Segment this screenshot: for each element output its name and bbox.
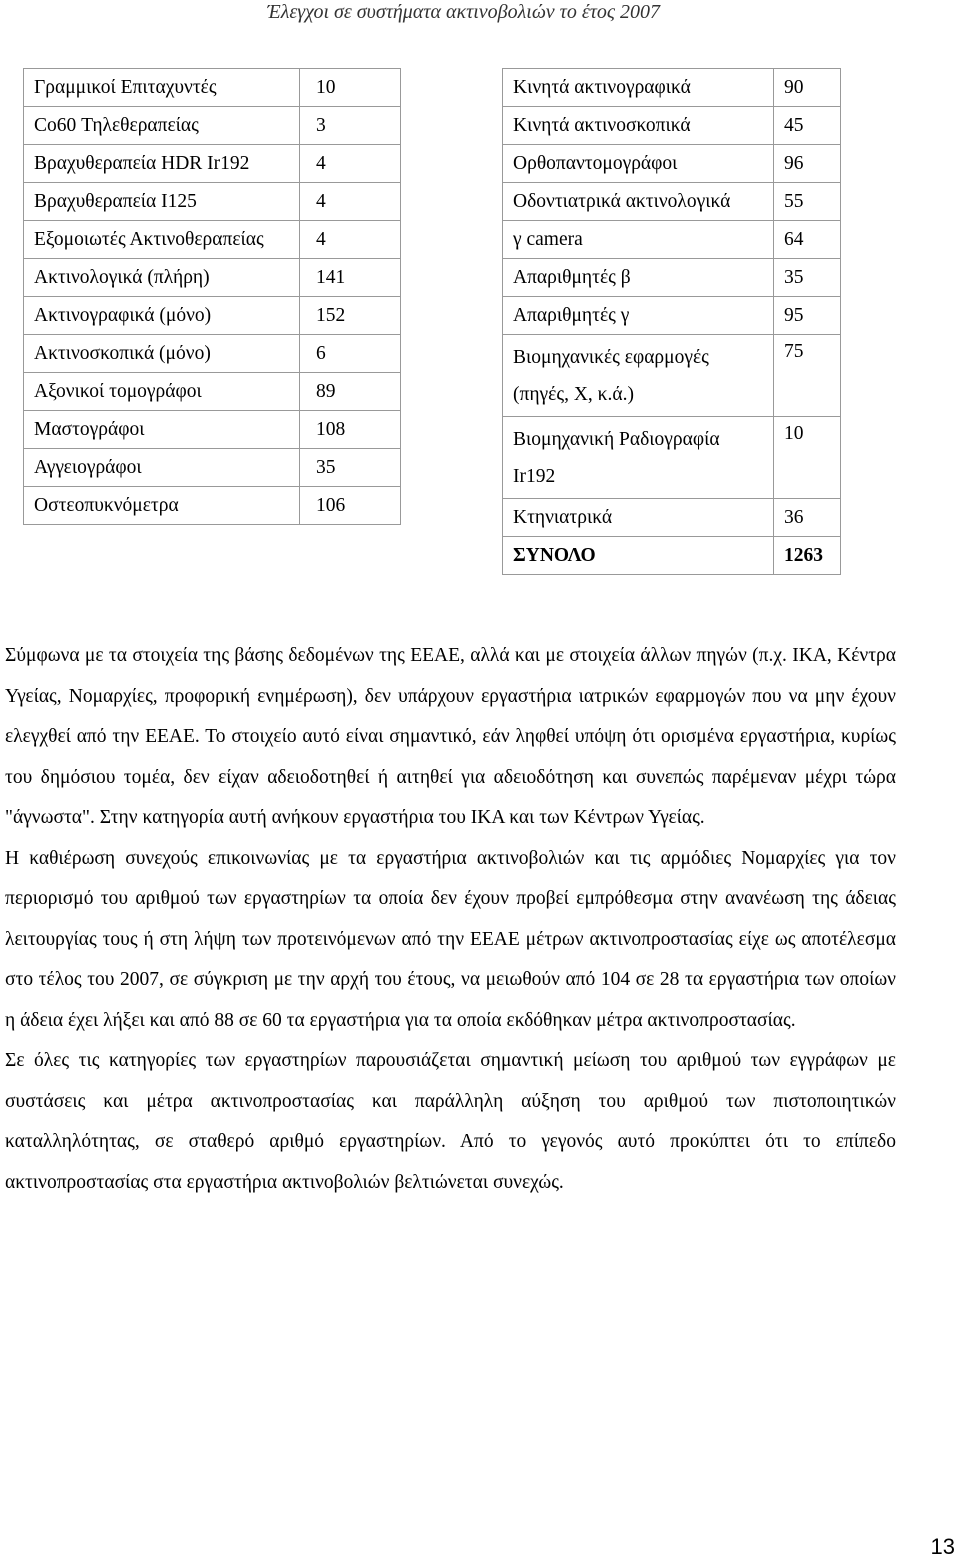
left-row-value: 35 (300, 449, 401, 487)
right-row-value: 96 (774, 145, 841, 183)
right-row-label: Απαριθμητές β (503, 259, 774, 297)
left-row-value: 108 (300, 411, 401, 449)
left-row-value: 141 (300, 259, 401, 297)
right-row-value: 35 (774, 259, 841, 297)
industrial-apps-value: 75 (774, 335, 841, 417)
table-row (503, 221, 841, 259)
right-row-value: 95 (774, 297, 841, 335)
body-text (5, 636, 896, 1203)
industrial-radiography-line2: Ir192 (513, 465, 556, 487)
table-row (24, 145, 401, 183)
right-row-label: γ camera (503, 221, 774, 259)
paragraph-2: Η καθιέρωση συνεχούς επικοινωνίας με τα εργαστήρια ακτινοβολιών και τις αρμόδιες Νομαρχίες για τον περιορισμό του αριθμού των εργαστηρίων τα οποία δεν έχουν προβεί εμπρόθεσμα στην ανανέωση της άδειας λειτουργίας τους ή στη λήψη των προτεινόμενων από την ΕΕΑΕ μέτρων ακτινοπροστασίας είχε ως αποτέλεσμα στο τέλος του 2007, σε σύγκριση με την αρχή του έτους, να μειωθούν από 104 σε 28 τα εργαστήρια των οποίων η άδεια έχει λήξει και από 88 σε 60 τα εργαστήρια για τα οποία εκδόθηκαν μέτρα ακτινοπροστασίας. (5, 847, 896, 1031)
left-row-label: Co60 Τηλεθεραπείας (24, 107, 300, 145)
left-row-label: Οστεοπυκνόμετρα (24, 487, 300, 525)
table-row (503, 69, 841, 107)
table-row (503, 417, 841, 499)
right-row-label: Κινητά ακτινογραφικά (503, 69, 774, 107)
industrial-radiography-label (503, 417, 774, 499)
left-row-value: 89 (300, 373, 401, 411)
table-row (24, 259, 401, 297)
total-value: 1263 (774, 537, 841, 575)
right-row-label: Κινητά ακτινοσκοπικά (503, 107, 774, 145)
veterinary-label: Κτηνιατρικά (503, 499, 774, 537)
right-row-value: 90 (774, 69, 841, 107)
left-row-value: 4 (300, 221, 401, 259)
left-row-value: 10 (300, 69, 401, 107)
left-row-label: Αξονικοί τομογράφοι (24, 373, 300, 411)
industrial-radiography-line1: Βιομηχανική Ραδιογραφία (513, 428, 720, 450)
table-row (24, 297, 401, 335)
paragraph-3: Σε όλες τις κατηγορίες των εργαστηρίων παρουσιάζεται σημαντική μείωση του αριθμού των εγγράφων με συστάσεις και μέτρα ακτινοπροστασίας και παράλληλη αύξηση του αριθμού των πιστοποιητικών καταλληλότητας, σε σταθερό αριθμό εργαστηρίων. Από το γεγονός αυτό προκύπτει ότι το επίπεδο ακτινοπροστασίας στα εργαστήρια ακτινοβολιών βελτιώνεται συνεχώς. (5, 1050, 896, 1193)
table-row (503, 297, 841, 335)
industrial-apps-label (503, 335, 774, 417)
table-row (503, 259, 841, 297)
industrial-apps-line2: (πηγές, Χ, κ.ά.) (513, 383, 634, 405)
table-row (24, 183, 401, 221)
right-row-label: Ορθοπαντομογράφοι (503, 145, 774, 183)
left-row-label: Ακτινολογικά (πλήρη) (24, 259, 300, 297)
total-label: ΣΥΝΟΛΟ (503, 537, 774, 575)
left-equipment-table (23, 68, 401, 525)
right-row-value: 45 (774, 107, 841, 145)
page-header: Έλεγχοι σε συστήματα ακτινοβολιών το έτος 2007 (267, 1, 660, 23)
industrial-apps-line1: Βιομηχανικές εφαρμογές (513, 346, 709, 368)
right-row-value: 55 (774, 183, 841, 221)
right-row-label: Οδοντιατρικά ακτινολογικά (503, 183, 774, 221)
table-row (503, 335, 841, 417)
left-row-value: 4 (300, 145, 401, 183)
table-row (503, 183, 841, 221)
left-row-label: Μαστογράφοι (24, 411, 300, 449)
table-row (503, 499, 841, 537)
left-row-value: 4 (300, 183, 401, 221)
table-row (24, 335, 401, 373)
table-row (24, 487, 401, 525)
left-row-label: Ακτινογραφικά (μόνο) (24, 297, 300, 335)
right-row-label: Απαριθμητές γ (503, 297, 774, 335)
table-row (24, 373, 401, 411)
total-row (503, 537, 841, 575)
left-row-label: Βραχυθεραπεία I125 (24, 183, 300, 221)
table-row (24, 411, 401, 449)
paragraph-1: Σύμφωνα με τα στοιχεία της βάσης δεδομένων της ΕΕΑΕ, αλλά και με στοιχεία άλλων πηγών (π.χ. ΙΚΑ, Κέντρα Υγείας, Νομαρχίες, προφορική ενημέρωση), δεν υπάρχουν εργαστήρια ιατρικών εφαρμογών που να μην έχουν ελεγχθεί από την ΕΕΑΕ. Το στοιχείο αυτό είναι σημαντικό, εάν ληφθεί υπόψη ότι ορισμένα εργαστήρια, κυρίως του δημόσιου τομέα, δεν είχαν αδειοδοτηθεί ή αιτηθεί για αδειοδότηση και συνεπώς παρέμεναν μέχρι τώρα "άγνωστα". Στην κατηγορία αυτή ανήκουν εργαστήρια του ΙΚΑ και των Κέντρων Υγείας. (5, 645, 896, 828)
left-row-value: 152 (300, 297, 401, 335)
page-number: 13 (930, 1534, 955, 1559)
left-row-value: 3 (300, 107, 401, 145)
left-row-value: 6 (300, 335, 401, 373)
table-row (503, 145, 841, 183)
left-row-label: Εξομοιωτές Ακτινοθεραπείας (24, 221, 300, 259)
table-row (503, 107, 841, 145)
table-row (24, 107, 401, 145)
left-row-label: Γραμμικοί Επιταχυντές (24, 69, 300, 107)
table-row (24, 449, 401, 487)
left-row-label: Αγγειογράφοι (24, 449, 300, 487)
right-row-value: 64 (774, 221, 841, 259)
industrial-radiography-value: 10 (774, 417, 841, 499)
veterinary-value: 36 (774, 499, 841, 537)
left-row-label: Βραχυθεραπεία HDR Ir192 (24, 145, 300, 183)
left-row-label: Ακτινοσκοπικά (μόνο) (24, 335, 300, 373)
right-equipment-table (502, 68, 841, 575)
table-row (24, 69, 401, 107)
left-row-value: 106 (300, 487, 401, 525)
table-row (24, 221, 401, 259)
